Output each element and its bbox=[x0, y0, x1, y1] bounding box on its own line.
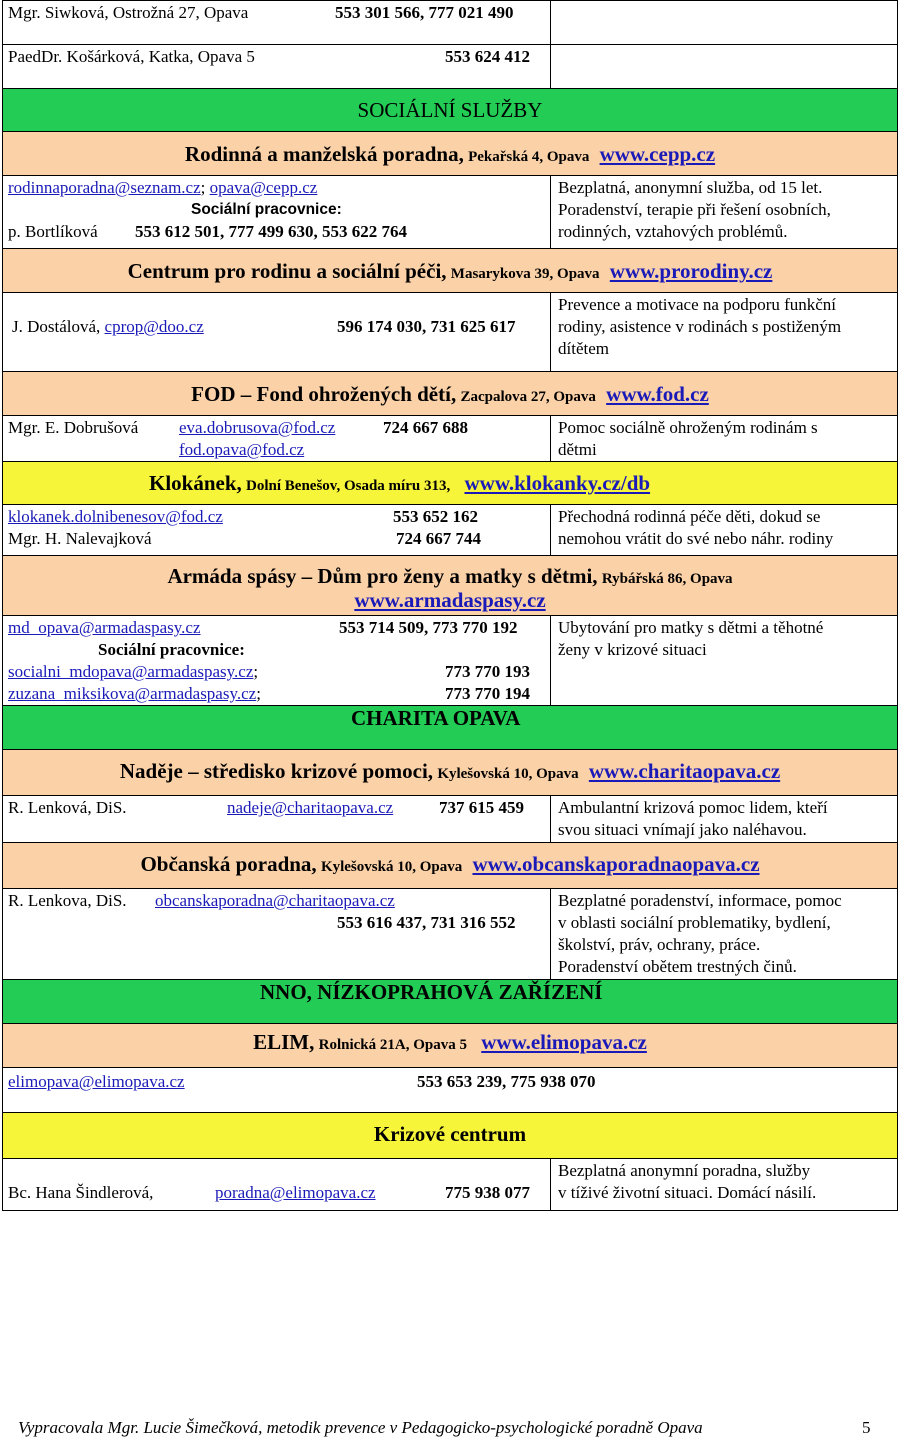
contact-name: p. Bortlíková bbox=[8, 222, 98, 241]
org-title: Armáda spásy – Dům pro ženy a matky s dětmi, bbox=[167, 564, 598, 588]
contact-phone: 553 624 412 bbox=[445, 47, 530, 66]
section-header bbox=[3, 980, 897, 1024]
description: Bezplatné poradenství, informace, pomoc bbox=[558, 891, 842, 910]
email-link[interactable]: nadeje@charitaopava.cz bbox=[227, 798, 394, 817]
contact-phone: 724 667 744 bbox=[396, 529, 481, 548]
org-title: Centrum pro rodinu a sociální péči, bbox=[127, 259, 447, 283]
org-details bbox=[3, 889, 897, 980]
description: Ubytování pro matky s dětmi a těhotné bbox=[558, 618, 824, 637]
contact-phone: 553 616 437, 731 316 552 bbox=[337, 913, 516, 932]
contact-phone: 553 714 509, 773 770 192 bbox=[339, 618, 518, 637]
org-address: Rolnická 21A, Opava 5 bbox=[318, 1037, 467, 1053]
section-header bbox=[3, 89, 897, 132]
email-link[interactable]: fod.opava@fod.cz bbox=[179, 440, 305, 459]
contact-name: Mgr. H. Nalevajková bbox=[8, 529, 152, 548]
section-title: SOCIÁLNÍ SLUŽBY bbox=[357, 98, 543, 122]
contact-table bbox=[2, 0, 898, 1211]
org-website-link[interactable]: www.cepp.cz bbox=[599, 142, 716, 166]
description: rodiny, asistence v rodinách s postiženým bbox=[558, 317, 842, 336]
email-link[interactable]: poradna@elimopava.cz bbox=[215, 1183, 376, 1202]
email-link[interactable]: md_opava@armadaspasy.cz bbox=[8, 618, 201, 637]
role-label: Sociální pracovnice: bbox=[98, 640, 245, 659]
email-link[interactable]: obcanskaporadna@charitaopava.cz bbox=[155, 891, 395, 910]
page-number: 5 bbox=[862, 1418, 871, 1437]
email-link[interactable]: socialni_mdopava@armadaspasy.cz bbox=[8, 662, 254, 681]
contact-phone: 553 653 239, 775 938 070 bbox=[417, 1072, 596, 1091]
org-website-link[interactable]: www.prorodiny.cz bbox=[609, 259, 773, 283]
contact-name: Mgr. E. Dobrušová bbox=[8, 418, 139, 437]
org-details bbox=[3, 416, 897, 462]
contact-name: J. Dostálová, bbox=[12, 317, 101, 336]
org-details bbox=[3, 176, 897, 249]
description: Přechodná rodinná péče děti, dokud se bbox=[558, 507, 821, 526]
email-link[interactable]: klokanek.dolnibenesov@fod.cz bbox=[8, 507, 223, 526]
contact-name: PaedDr. Košárková, Katka, Opava 5 bbox=[8, 47, 255, 66]
org-header bbox=[3, 843, 897, 889]
separator: ; bbox=[253, 662, 259, 681]
description: Ambulantní krizová pomoc lidem, kteří bbox=[558, 798, 828, 817]
org-website-link[interactable]: www.obcanskaporadnaopava.cz bbox=[472, 852, 760, 876]
org-details bbox=[3, 1159, 897, 1211]
role-label: Sociální pracovnice: bbox=[191, 201, 342, 218]
contact-name: Bc. Hana Šindlerová, bbox=[8, 1183, 154, 1202]
org-address: Pekařská 4, Opava bbox=[468, 149, 590, 165]
description: školství, práv, ochrany, práce. bbox=[558, 935, 761, 954]
org-address: Kylešovská 10, Opava bbox=[320, 859, 463, 875]
org-details bbox=[3, 796, 897, 843]
org-header bbox=[3, 556, 897, 616]
separator: ; bbox=[256, 684, 261, 703]
email-link[interactable]: rodinnaporadna@seznam.cz bbox=[8, 178, 201, 197]
description: rodinných, vztahových problémů. bbox=[558, 222, 788, 241]
email-link[interactable]: zuzana_miksikova@armadaspasy.cz bbox=[8, 684, 257, 703]
description: v oblasti sociální problematiky, bydlení, bbox=[558, 913, 831, 932]
contact-name: R. Lenková, DiS. bbox=[8, 798, 127, 817]
page-footer: Vypracovala Mgr. Lucie Šimečková, metodik prevence v Pedagogicko-psychologické poradně Opava bbox=[18, 1418, 703, 1437]
org-address: Zacpalova 27, Opava bbox=[460, 389, 596, 405]
org-title: Klokánek, bbox=[149, 471, 242, 495]
contact-name: Mgr. Siwková, Ostrožná 27, Opava bbox=[8, 3, 249, 22]
description: svou situaci vnímají jako naléhavou. bbox=[558, 820, 807, 839]
org-header bbox=[3, 750, 897, 796]
org-website-link[interactable]: www.charitaopava.cz bbox=[588, 759, 781, 783]
description: nemohou vrátit do své nebo náhr. rodiny bbox=[558, 529, 834, 548]
org-address: Kylešovská 10, Opava bbox=[437, 766, 579, 782]
contact-phone: 775 938 077 bbox=[445, 1183, 530, 1202]
contact-phone: 553 612 501, 777 499 630, 553 622 764 bbox=[135, 222, 407, 241]
description: Bezplatná anonymní poradna, služby bbox=[558, 1161, 811, 1180]
org-website-link[interactable]: www.fod.cz bbox=[606, 382, 709, 406]
contact-row bbox=[3, 1, 897, 45]
org-details bbox=[3, 505, 897, 556]
contact-phone: 724 667 688 bbox=[383, 418, 468, 437]
org-header bbox=[3, 249, 897, 293]
contact-phone: 553 301 566, 777 021 490 bbox=[335, 3, 514, 22]
org-website-link[interactable]: www.armadaspasy.cz bbox=[354, 588, 546, 612]
org-details bbox=[3, 616, 897, 706]
description: Bezplatná, anonymní služba, od 15 let. bbox=[558, 178, 823, 197]
contact-phone: 773 770 193 bbox=[445, 662, 530, 681]
org-title: Krizové centrum bbox=[373, 1122, 527, 1146]
org-website-link[interactable]: www.klokanky.cz/db bbox=[464, 471, 651, 495]
org-address: Dolní Benešov, Osada míru 313, bbox=[246, 478, 451, 494]
description: v tíživé životní situaci. Domácí násilí. bbox=[558, 1183, 817, 1202]
section-title: NNO, NÍZKOPRAHOVÁ ZAŘÍZENÍ bbox=[260, 980, 603, 1004]
contact-phone: 553 652 162 bbox=[393, 507, 478, 526]
org-header bbox=[3, 1024, 897, 1068]
org-website-link[interactable]: www.elimopava.cz bbox=[481, 1030, 647, 1054]
org-address: Rybářská 86, Opava bbox=[601, 571, 733, 587]
separator: ; bbox=[200, 178, 206, 197]
description: Prevence a motivace na podporu funkční bbox=[558, 295, 837, 314]
org-header bbox=[3, 1113, 897, 1159]
org-header bbox=[3, 132, 897, 176]
description: dětmi bbox=[558, 440, 597, 459]
contact-phone: 737 615 459 bbox=[439, 798, 524, 817]
description: Poradenství, terapie při řešení osobních, bbox=[558, 200, 831, 219]
section-title: CHARITA OPAVA bbox=[351, 706, 521, 730]
email-link[interactable]: opava@cepp.cz bbox=[209, 178, 318, 197]
org-title: ELIM, bbox=[253, 1030, 315, 1054]
description: dítětem bbox=[558, 339, 609, 358]
org-title: Naděje – středisko krizové pomoci, bbox=[119, 759, 434, 783]
description: Poradenství obětem trestných činů. bbox=[558, 957, 797, 976]
email-link[interactable]: cprop@doo.cz bbox=[104, 317, 204, 336]
contact-row bbox=[3, 45, 897, 89]
contact-phone: 596 174 030, 731 625 617 bbox=[337, 317, 516, 336]
org-title: Občanská poradna, bbox=[140, 852, 317, 876]
contact-phone: 773 770 194 bbox=[445, 684, 530, 703]
contact-name: R. Lenkova, DiS. bbox=[8, 891, 127, 910]
email-link[interactable]: eva.dobrusova@fod.cz bbox=[179, 418, 336, 437]
section-header bbox=[3, 706, 897, 750]
description: ženy v krizové situaci bbox=[558, 640, 707, 659]
org-header bbox=[3, 462, 897, 505]
org-header bbox=[3, 372, 897, 416]
org-details bbox=[3, 293, 897, 372]
description: Pomoc sociálně ohroženým rodinám s bbox=[558, 418, 818, 437]
org-title: Rodinná a manželská poradna, bbox=[184, 142, 464, 166]
org-address: Masarykova 39, Opava bbox=[450, 266, 600, 282]
email-link[interactable]: elimopava@elimopava.cz bbox=[8, 1072, 185, 1091]
org-details bbox=[3, 1068, 897, 1113]
org-title: FOD – Fond ohrožených dětí, bbox=[191, 382, 457, 406]
